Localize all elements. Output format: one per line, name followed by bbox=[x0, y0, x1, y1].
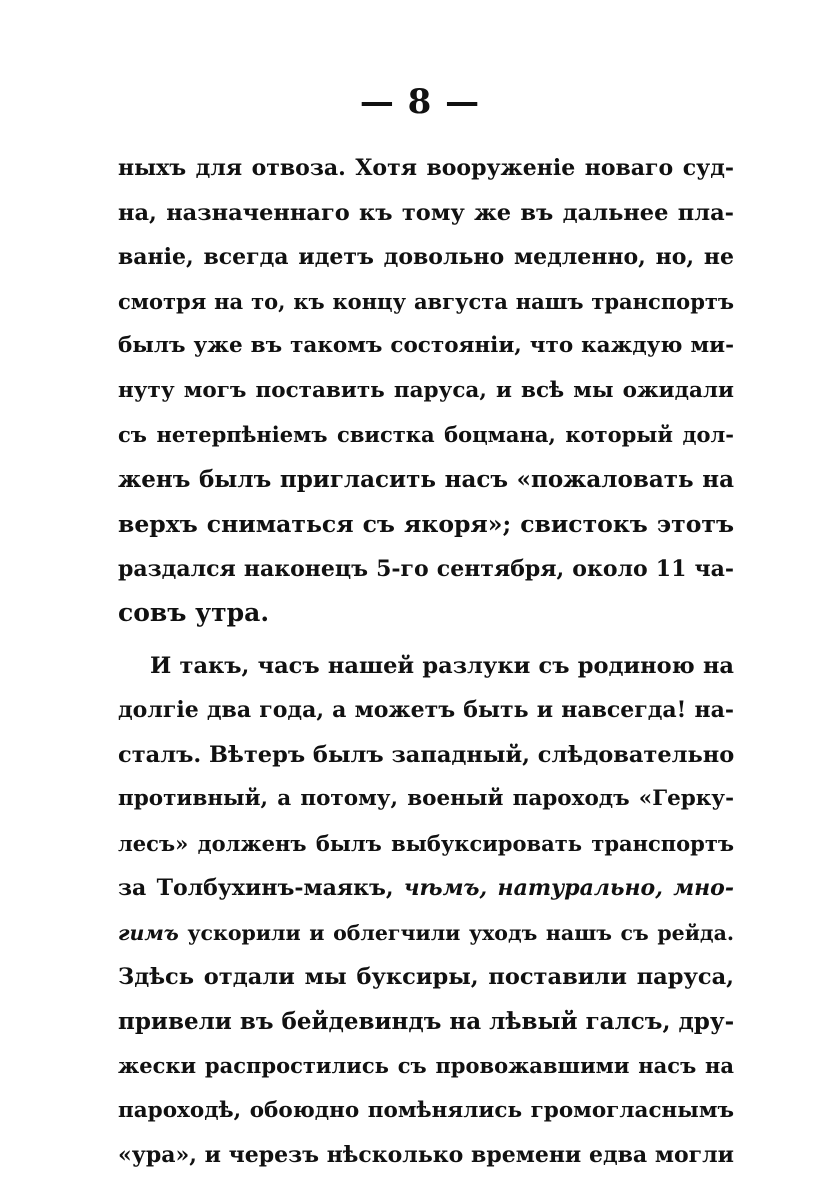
text-line: ныхъ для отвоза. Хотя вооруженіе новаго суд- bbox=[118, 155, 734, 181]
text-line: былъ уже въ такомъ состояніи, что каждую ми- bbox=[118, 333, 734, 358]
paragraph-1 bbox=[118, 146, 734, 636]
text-line: совъ утра. bbox=[118, 598, 270, 627]
text-line-mixed bbox=[118, 866, 734, 911]
text-line: женъ былъ пригласить насъ «пожаловать на bbox=[118, 465, 734, 493]
text-line: жески распростились съ провожавшими насъ на bbox=[118, 1053, 734, 1078]
italic-segment: мно- bbox=[673, 875, 734, 901]
text-line: И такъ, часъ нашей разлуки съ родиною на bbox=[150, 652, 734, 679]
text-line-mixed bbox=[118, 911, 734, 956]
text-line: «ура», и черезъ нѣсколько времени едва могли bbox=[118, 1142, 734, 1168]
text-line: смотря на то, къ концу августа нашъ транспортъ bbox=[118, 288, 734, 314]
text-line: лесъ» долженъ былъ выбуксировать транспортъ bbox=[118, 830, 734, 856]
text-line: раздался наконецъ 5-го сентября, около 11 ча- bbox=[118, 555, 734, 582]
paragraph-gap bbox=[118, 636, 734, 644]
text-line: ваніе, всегда идетъ довольно медленно, но, не bbox=[118, 244, 734, 270]
paragraph-2 bbox=[118, 644, 734, 1178]
italic-segment: чѣмъ, bbox=[403, 875, 488, 901]
text-segment: за Толбухинъ-маякъ, bbox=[118, 875, 394, 901]
italic-segment: гимъ bbox=[118, 920, 179, 945]
text-line: верхъ сниматься съ якоря»; свистокъ этотъ bbox=[118, 510, 734, 538]
text-segment: ускорили и облегчили уходъ нашъ съ рейда. bbox=[187, 920, 735, 945]
italic-segment: натурально, bbox=[497, 875, 663, 901]
text-line: Здѣсь отдали мы буксиры, поставили паруса, bbox=[118, 964, 734, 990]
text-line: сталъ. Вѣтеръ былъ западный, слѣдовательно bbox=[118, 741, 735, 768]
text-line: пароходѣ, обоюдно помѣнялись громогласнымъ bbox=[118, 1097, 734, 1123]
text-line: нуту могъ поставить паруса, и всѣ мы ожидали bbox=[118, 377, 734, 403]
text-line: съ нетерпѣніемъ свистка боцмана, который дол- bbox=[118, 422, 734, 447]
text-line: противный, а потому, военый пароходъ «Герку- bbox=[118, 786, 734, 811]
text-line: привели въ бейдевиндъ на лѣвый галсъ, дру- bbox=[118, 1007, 735, 1035]
page-number: — 8 — bbox=[359, 82, 481, 122]
body-text bbox=[118, 146, 734, 1178]
text-line: долгіе два года, а можетъ быть и навсегда! на- bbox=[118, 697, 734, 723]
text-line: на, назначеннаго къ тому же въ дальнее пла- bbox=[118, 199, 734, 226]
